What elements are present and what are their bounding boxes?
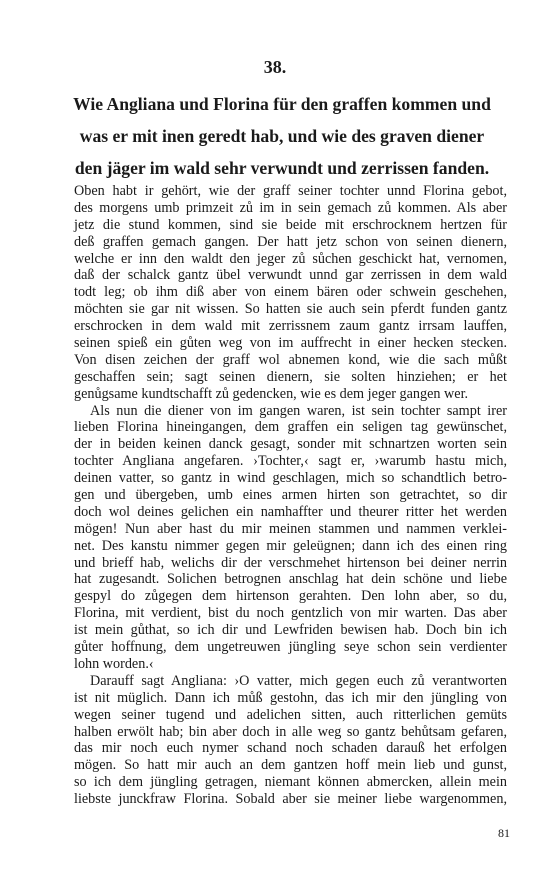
- text-line: Florina, mit verdient, bist du noch gentzlich von mir warten. Das aber: [74, 605, 507, 622]
- text-line: wegen seiner tugend und adelichen sitten, auch ritterlichen gemüts: [74, 706, 507, 723]
- text-line: halben erwölt hab; bin aber doch in alle weg so gantz behůtsam gefaren,: [74, 723, 507, 740]
- text-line: ist nit müglich. Dann ich můß gestohn, das ich mir den jüngling von: [74, 689, 507, 706]
- text-line: deinen vatter, so gantz in wind geschlagen, mich so schandtlich betro-: [74, 470, 507, 487]
- text-line: mögen! Nun aber hast du mir meinen stammen und nammen verklei-: [74, 520, 507, 537]
- text-line: erschrocken in dem wald mit zerrissnem zaum gantz irrsam lauffen,: [74, 318, 507, 335]
- text-line: geschaffen sein; sagt seinen dienern, sie solten hinziehen; er het: [74, 368, 507, 385]
- text-line: lohn worden.‹: [74, 655, 154, 672]
- text-line: todt leg; ob ihm diß aber von einem bären oder schwein geschehen,: [74, 284, 507, 301]
- text-line: deß graffen gemach gangen. Der hatt jetz schon von seinen dienern,: [74, 233, 507, 250]
- heading-line: Wie Angliana und Florina für den graffen kommen und: [73, 94, 491, 114]
- text-line: lieben Florina hineingangen, dem graffen ein seligen tag gewünschet,: [74, 419, 507, 436]
- text-line: Oben habt ir gehört, wie der graff seiner tochter unnd Florina gebot,: [74, 183, 507, 199]
- text-line: Von disen zeichen der graff wol abnemen kond, wie die sach můßt: [74, 351, 507, 368]
- text-line: jetz die stund kommen, sind sie beide mit erschrocknem hertzen für: [74, 216, 507, 233]
- text-line: Als nun die diener von im gangen waren, ist sein tochter sampt irer: [90, 402, 507, 419]
- heading-line: den jäger im wald sehr verwundt und zerrissen fanden.: [74, 158, 490, 178]
- text-line: möchten sie gar nit wissen. So hatten sie auch sein pferdt funden gantz: [74, 301, 507, 318]
- text-line: seinen spieß ein gůten weg von im auffrecht in einer hecken stecken.: [74, 335, 507, 352]
- text-line: doch wol deines gelichen ein namhaffter und theurer ritter het werden: [74, 503, 507, 520]
- text-line: hat zugesandt. Solichen betrognen anschlag hat dein schöne und liebe: [74, 571, 507, 588]
- paragraph: [74, 183, 507, 403]
- text-line: des morgens umb primzeit zů im in sein gemach zů kommen. Als aber: [74, 199, 507, 216]
- body-text: [74, 183, 507, 808]
- text-line: gůter hoffnung, dem ungetreuwen jüngling seye schon sein verdienter: [74, 639, 507, 656]
- chapter-number: 38.: [263, 57, 287, 77]
- text-line: Darauff sagt Angliana: ›O vatter, mich gegen euch zů verantworten: [90, 672, 507, 689]
- text-line: der in beiden keinen danck gesagt, sonder mit schnartzen worten sein: [74, 436, 507, 453]
- chapter-heading: [58, 88, 506, 184]
- text-line: und brieff hab, welichs dir der verschmehet hirtenson bei deiner nerrin: [74, 554, 507, 571]
- page-number: 81: [498, 826, 510, 840]
- text-line: daß der schalck gantz übel verwundt unnd gar zerrissen in dem wald: [74, 267, 507, 284]
- heading-line: was er mit inen geredt hab, und wie des graven diener: [79, 126, 485, 146]
- text-line: genůgsame kundtschafft zů gedencken, wie es dem jeger gangen wer.: [74, 385, 469, 402]
- text-line: net. Des kanstu nimmer gegen mir geleügnen; dann ich des einen ring: [74, 537, 507, 554]
- paragraph: [74, 673, 507, 808]
- text-line: ist mein gůthat, so ich dir und Lewfriden bewisen hab. Doch bin ich: [74, 622, 507, 639]
- text-line: welche er inn den waldt den jeger zů sůchen geschickt hat, vernomen,: [74, 250, 507, 267]
- text-line: mögen. So hatt mir auch an dem gantzen hoff mein lieb und gunst,: [74, 757, 507, 774]
- text-line: gespyl do zůgegen dem hirtenson gerahten. Den lohn aber, so du,: [74, 588, 507, 605]
- paragraph: [74, 403, 507, 673]
- text-line: das mir noch euch nymer schand noch schaden darauß het erfolgen: [74, 740, 507, 757]
- text-line: liebste junckfraw Florina. Sobald aber sie meiner liebe wargenommen,: [74, 791, 507, 808]
- text-line: so ich dem jüngling getragen, niemant können abmercken, allein mein: [74, 774, 507, 791]
- text-line: gen und übergeben, umb eines armen hirten son getrachtet, so dir: [74, 487, 507, 504]
- text-line: tochter Angliana angefaren. ›Tochter,‹ sagt er, ›warumb hastu mich,: [74, 453, 507, 470]
